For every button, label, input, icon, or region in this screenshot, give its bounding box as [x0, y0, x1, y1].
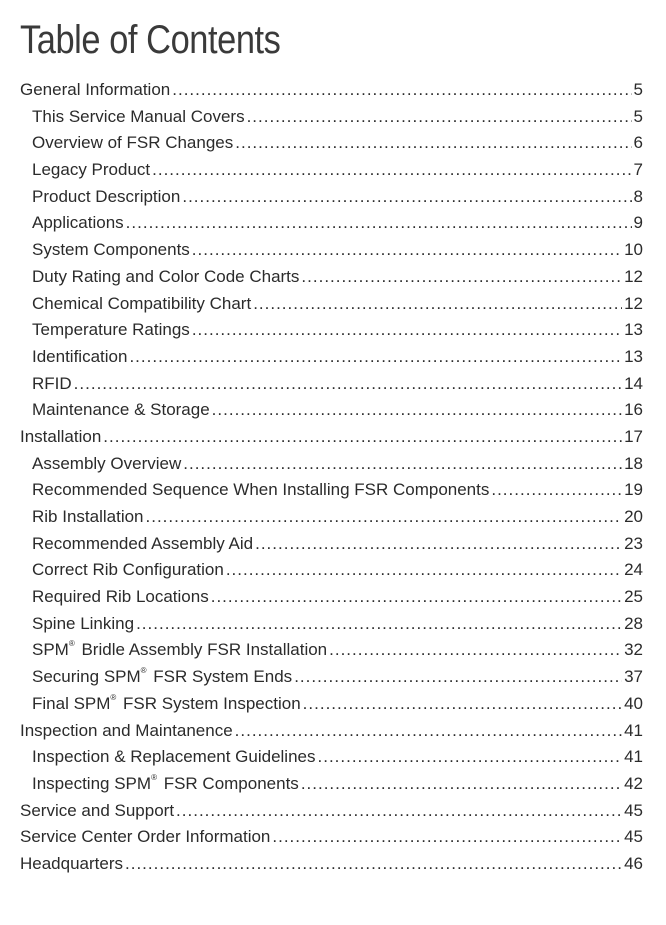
dot-leader [303, 691, 622, 718]
toc-entry-label: Final SPM® FSR System Inspection [32, 692, 301, 713]
toc-subsection-entry [20, 611, 643, 638]
toc-subsection-entry [20, 157, 643, 184]
toc-subsection-entry [20, 184, 643, 211]
dot-leader [152, 157, 631, 184]
dot-leader [247, 104, 632, 131]
dot-leader [103, 424, 622, 451]
toc-entry-label: SPM® Bridle Assembly FSR Installation [32, 639, 328, 660]
toc-page-number: 7 [633, 160, 643, 180]
toc-page-number: 12 [624, 266, 643, 286]
toc-page-number: 8 [633, 186, 643, 206]
dot-leader [172, 77, 631, 104]
toc-entry-label: Overview of FSR Changes [32, 133, 234, 153]
toc-section-entry [20, 824, 643, 851]
dot-leader [255, 531, 622, 558]
dot-leader [126, 210, 632, 237]
toc-page-number: 25 [624, 587, 643, 607]
dot-leader [176, 798, 622, 825]
toc-subsection-entry [20, 691, 643, 718]
dot-leader [235, 718, 622, 745]
toc-subsection-entry [20, 264, 643, 291]
toc-page-number: 9 [633, 213, 643, 233]
toc-page-number: 12 [624, 293, 643, 313]
dot-leader [192, 237, 622, 264]
toc-entry-label: Securing SPM® FSR System Ends [32, 666, 293, 687]
toc-page-number: 16 [624, 400, 643, 420]
toc-entry-label: Duty Rating and Color Code Charts [32, 266, 300, 286]
toc-entry-label: Correct Rib Configuration [32, 560, 224, 580]
table-of-contents [20, 77, 643, 878]
toc-page-number: 5 [633, 80, 643, 99]
toc-page-number: 32 [624, 640, 643, 660]
toc-entry-label: Maintenance & Storage [32, 400, 210, 420]
toc-subsection-entry [20, 771, 643, 798]
toc-subsection-entry [20, 744, 643, 771]
toc-section-entry [20, 77, 643, 104]
toc-page-number: 20 [624, 507, 643, 526]
toc-entry-label: Recommended Sequence When Installing FSR Components [32, 480, 490, 500]
toc-entry-label: Headquarters [20, 853, 124, 873]
toc-entry-label: RFID [32, 373, 72, 393]
toc-entry-label: System Components [32, 240, 190, 260]
toc-section-entry [20, 718, 643, 745]
toc-entry-label: Assembly Overview [32, 453, 182, 473]
dot-leader [294, 664, 622, 691]
toc-page-number: 18 [624, 453, 643, 473]
dot-leader [491, 477, 622, 504]
toc-entry-label: Product Description [32, 186, 181, 206]
dot-leader [301, 771, 622, 798]
toc-page-number: 5 [633, 106, 643, 126]
toc-subsection-entry [20, 371, 643, 398]
toc-page-number: 37 [624, 667, 643, 687]
dot-leader [129, 344, 622, 371]
toc-page-number: 23 [624, 533, 643, 553]
toc-subsection-entry [20, 130, 643, 157]
dot-leader [253, 291, 622, 318]
toc-page-number: 45 [624, 800, 643, 820]
toc-page-number: 45 [624, 827, 643, 847]
toc-subsection-entry [20, 451, 643, 478]
toc-subsection-entry [20, 477, 643, 504]
dot-leader [192, 317, 622, 344]
dot-leader [272, 824, 622, 851]
toc-subsection-entry [20, 664, 643, 691]
toc-entry-label: Service Center Order Information [20, 827, 271, 847]
toc-page-number: 24 [624, 560, 643, 580]
dot-leader [235, 130, 631, 157]
toc-subsection-entry [20, 104, 643, 131]
toc-page-number: 42 [624, 773, 643, 793]
toc-page-number: 13 [624, 320, 643, 340]
toc-entry-label: Inspecting SPM® FSR Components [32, 772, 299, 793]
toc-entry-label: Legacy Product [32, 160, 151, 180]
toc-subsection-entry [20, 291, 643, 318]
dot-leader [212, 397, 622, 424]
toc-entry-label: Rib Installation [32, 507, 144, 526]
toc-page-number: 10 [624, 240, 643, 260]
toc-entry-label: Temperature Ratings [32, 320, 190, 340]
toc-subsection-entry [20, 397, 643, 424]
toc-entry-label: This Service Manual Covers [32, 106, 245, 126]
dot-leader [329, 637, 622, 664]
toc-subsection-entry [20, 237, 643, 264]
toc-subsection-entry [20, 531, 643, 558]
toc-subsection-entry [20, 557, 643, 584]
toc-entry-label: General Information [20, 80, 171, 99]
toc-section-entry [20, 424, 643, 451]
toc-entry-label: Spine Linking [32, 613, 135, 633]
toc-page-number: 41 [624, 720, 643, 740]
toc-page-number: 17 [624, 426, 643, 446]
toc-entry-label: Inspection and Maintanence [20, 720, 233, 740]
dot-leader [211, 584, 622, 611]
toc-page-number: 13 [624, 346, 643, 366]
toc-entry-label: Recommended Assembly Aid [32, 533, 254, 553]
toc-page-number: 41 [624, 747, 643, 767]
dot-leader [318, 744, 623, 771]
toc-subsection-entry [20, 317, 643, 344]
dot-leader [183, 451, 622, 478]
toc-entry-label: Applications [32, 213, 124, 233]
toc-entry-label: Identification [32, 346, 128, 366]
dot-leader [226, 557, 622, 584]
toc-entry-label: Required Rib Locations [32, 587, 209, 607]
toc-subsection-entry [20, 637, 643, 664]
toc-page-number: 14 [624, 373, 643, 393]
toc-section-entry [20, 851, 643, 878]
toc-page-number: 6 [633, 133, 643, 153]
toc-entry-label: Chemical Compatibility Chart [32, 293, 252, 313]
toc-subsection-entry [20, 584, 643, 611]
toc-section-entry [20, 798, 643, 825]
toc-entry-label: Installation [20, 426, 102, 446]
toc-entry-label: Inspection & Replacement Guidelines [32, 747, 316, 767]
toc-entry-label: Service and Support [20, 800, 175, 820]
toc-page-number: 40 [624, 693, 643, 713]
dot-leader [301, 264, 622, 291]
toc-subsection-entry [20, 504, 643, 531]
dot-leader [146, 504, 623, 531]
toc-subsection-entry [20, 210, 643, 237]
dot-leader [74, 371, 622, 398]
dot-leader [182, 184, 631, 211]
toc-page-number: 28 [624, 613, 643, 633]
dot-leader [136, 611, 622, 638]
toc-page-number: 19 [624, 480, 643, 500]
dot-leader [125, 851, 622, 878]
toc-subsection-entry [20, 344, 643, 371]
page-title: Table of Contents [20, 18, 281, 62]
toc-page-number: 46 [624, 853, 643, 873]
